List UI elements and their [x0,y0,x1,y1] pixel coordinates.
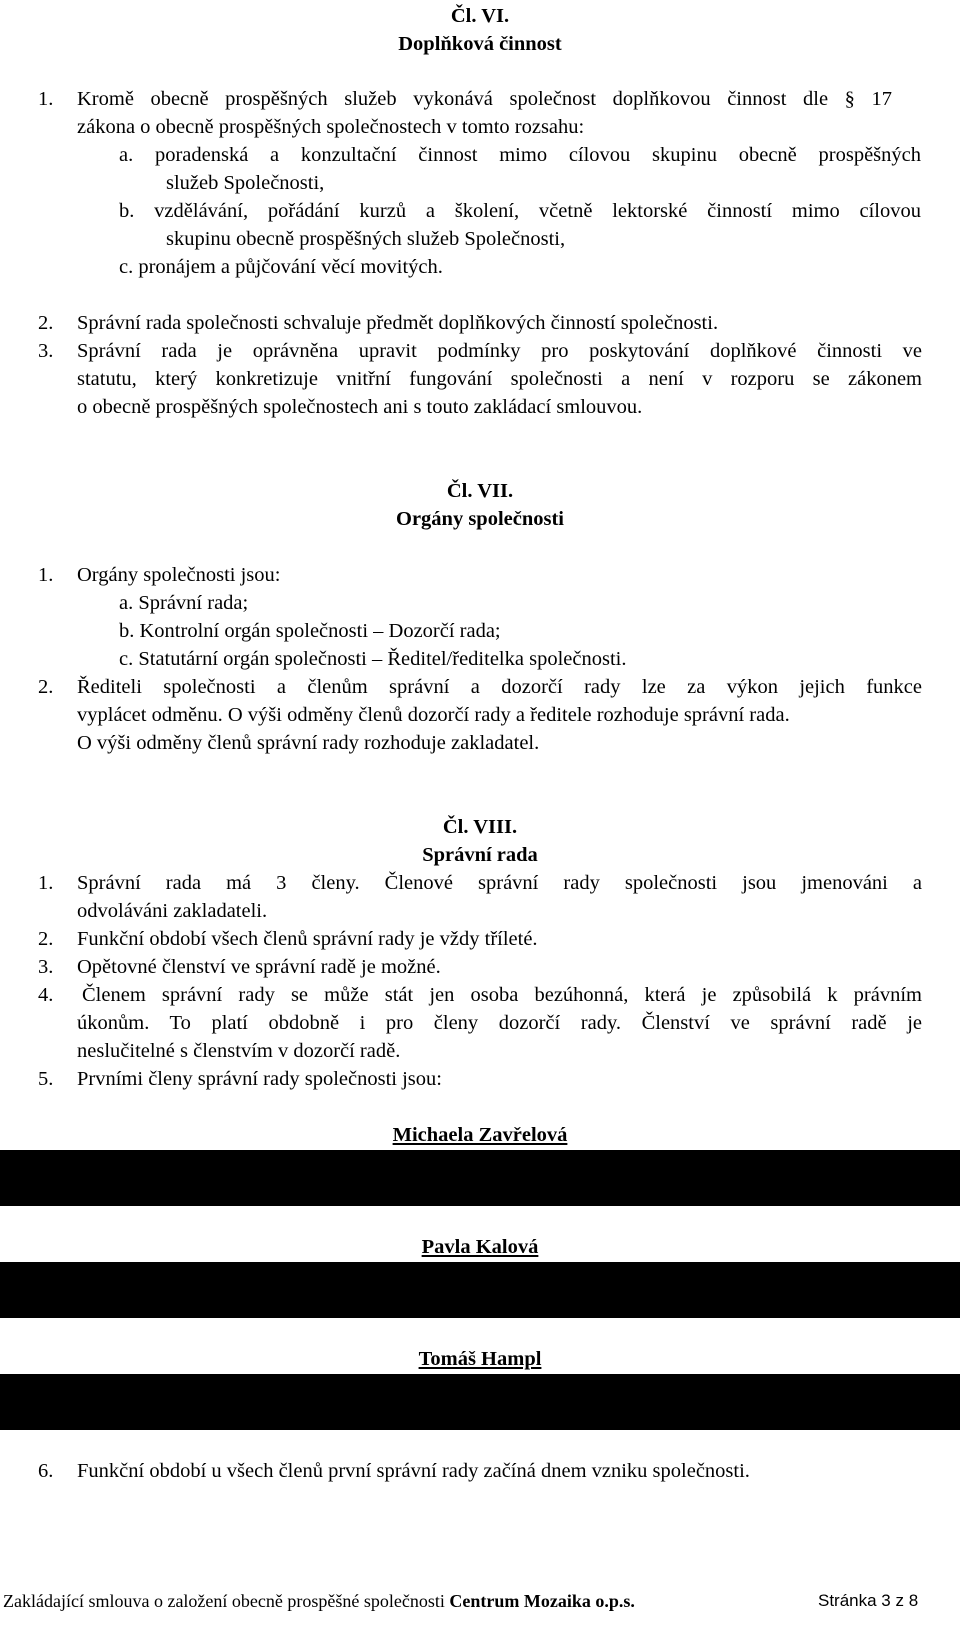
art7-item-c: c. Statutární orgán společnosti – Ředitel/ředitelka společnosti. [119,648,627,670]
redaction-block [0,1374,960,1430]
footer-company: Centrum Mozaika o.p.s. [449,1591,635,1611]
art8-p4-line2: úkonům. To platí obdobně i pro členy dozorčí rady. Členství ve správní radě je [77,1012,922,1034]
art8-p4-number: 4. [38,984,54,1006]
art7-p2-line2: vyplácet odměnu. O výši odměny členů dozorčí rady a ředitele rozhoduje správní rada. [77,704,790,726]
art6-p1-line2: zákona o obecně prospěšných společnostech v tomto rozsahu: [77,116,585,138]
art6-item-b-line2: skupinu obecně prospěšných služeb Společnosti, [166,228,566,250]
article-8-title: Správní rada [422,844,538,866]
article-8-number: Čl. VIII. [442,816,518,838]
art8-p5-line1: Prvními členy správní rady společnosti jsou: [77,1068,442,1090]
art6-p2-line1: Správní rada společnosti schvaluje předmět doplňkových činností společnosti. [77,312,719,334]
art8-p2-number: 2. [38,928,54,950]
art8-p2-line1: Funkční období všech členů správní rady je vždy tříleté. [77,928,538,950]
art7-p1-line1: Orgány společnosti jsou: [77,564,281,586]
art6-item-a-line1: a. poradenská a konzultační činnost mimo cílovou skupinu obecně prospěšných [119,144,921,166]
art8-p6-line1: Funkční období u všech členů první správní rady začíná dnem vzniku společnosti. [77,1460,750,1482]
art6-p3-line1: Správní rada je oprávněna upravit podmínky pro poskytování doplňkové činnosti ve [77,340,922,362]
member-name: Tomáš Hampl [418,1348,542,1370]
art7-item-b: b. Kontrolní orgán společnosti – Dozorčí rada; [119,620,501,642]
member-name: Pavla Kalová [421,1236,539,1258]
art8-p3-number: 3. [38,956,54,978]
page-number: Stránka 3 z 8 [818,1591,919,1610]
art6-p1-number: 1. [38,88,54,110]
article-7-number: Čl. VII. [446,480,514,502]
art7-item-a: a. Správní rada; [119,592,249,614]
footer-text: Zakládající smlouva o založení obecně prospěšné společnosti [3,1591,445,1611]
art8-p1-number: 1. [38,872,54,894]
art8-p1-line2: odvoláváni zakladateli. [77,900,268,922]
article-6-number: Čl. VI. [450,5,510,27]
member-name: Michaela Zavřelová [392,1124,568,1146]
article-6-title: Doplňková činnost [398,33,562,55]
art6-p3-line3: o obecně prospěšných společnostech ani s touto zakládací smlouvou. [77,396,643,418]
article-7-title: Orgány společnosti [396,508,564,530]
art6-p2-number: 2. [38,312,54,334]
art6-item-c: c. pronájem a půjčování věcí movitých. [119,256,443,278]
page-footer [0,1587,960,1615]
art8-p6-number: 6. [38,1460,54,1482]
art7-p2-line1: Řediteli společnosti a členům správní a dozorčí rady lze za výkon jejich funkce [77,676,922,698]
art7-p2-line3: O výši odměny členů správní rady rozhoduje zakladatel. [77,732,540,754]
art6-item-b-line1: b. vzdělávání, pořádání kurzů a školení, včetně lektorské činností mimo cílovou [119,200,921,222]
redaction-block [0,1262,960,1318]
art8-p1-line1: Správní rada má 3 členy. Členové správní rady společnosti jsou jmenováni a [77,872,922,894]
redaction-block [0,1150,960,1206]
art6-p1-line1: Kromě obecně prospěšných služeb vykonává společnost doplňkovou činnost dle § 17 [77,88,892,110]
art8-p4-line1: Členem správní rady se může stát jen osoba bezúhonná, která je způsobilá k právním [82,984,922,1006]
footer-title [3,1587,635,1616]
art7-p1-number: 1. [38,564,54,586]
art6-p3-number: 3. [38,340,54,362]
art8-p4-line3: neslučitelné s členstvím v dozorčí radě. [77,1040,401,1062]
art6-item-a-line2: služeb Společnosti, [166,172,325,194]
art6-p3-line2: statutu, který konkretizuje vnitřní fungování společnosti a není v rozporu se zákonem [77,368,922,390]
art7-p2-number: 2. [38,676,54,698]
art8-p3-line1: Opětovné členství ve správní radě je možné. [77,956,441,978]
art8-p5-number: 5. [38,1068,54,1090]
